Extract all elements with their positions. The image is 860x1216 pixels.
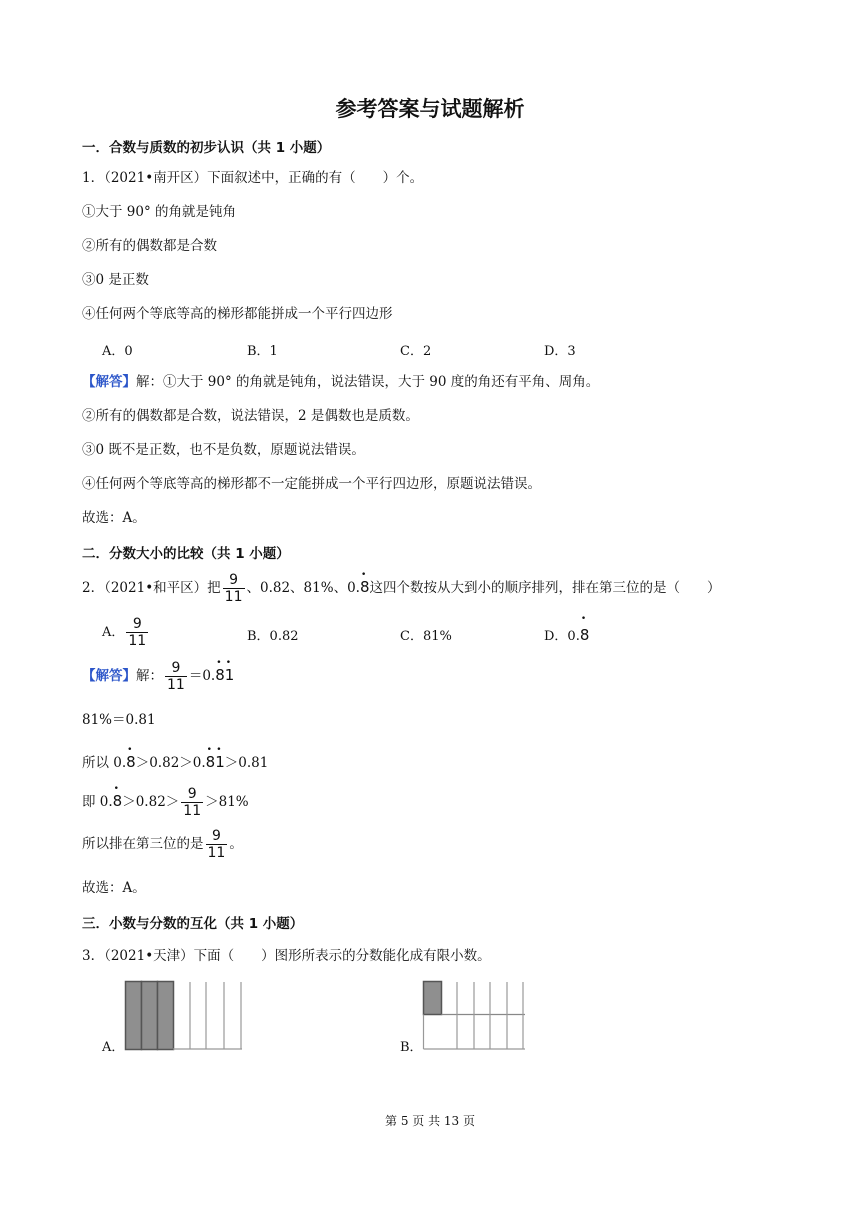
fraction-denominator: 11 (128, 633, 147, 649)
answer-text: 解： (136, 668, 163, 684)
answer-1-line-4: ④任何两个等底等高的梯形都不一定能拼成一个平行四边形，原题说法错误。 (82, 476, 541, 492)
q2-option-c: C．81% (400, 629, 452, 644)
fraction-denominator: 11 (207, 845, 226, 861)
q2-option-a (102, 616, 150, 649)
statement-1: ①大于 90° 的角就是钝角 (82, 204, 237, 220)
question-2 (82, 572, 721, 605)
shaded-cell (424, 982, 442, 1015)
option-a: A．0 (102, 344, 133, 359)
option-c: C．2 (400, 344, 432, 359)
section-2-heading: 二．分数大小的比较（共 1 小题） (82, 546, 290, 562)
answer-2-line-1 (82, 660, 234, 693)
answer-text: ＞0.82＞ (122, 794, 180, 810)
fraction-9-11 (165, 660, 187, 693)
option-label: D．0. (544, 629, 580, 644)
fraction-9-11 (126, 616, 148, 649)
question-3: 3．（2021•天津）下面（ ）图形所表示的分数能化成有限小数。 (82, 948, 491, 964)
fraction-numerator: 9 (223, 572, 245, 589)
repeating-digit: • 8 (113, 791, 123, 811)
figure-b-label: B． (400, 1040, 423, 1055)
repeating-digit: • 8 (215, 665, 225, 685)
repeating-digit: • 8 (126, 752, 136, 772)
answer-2-line-5 (82, 828, 243, 861)
fraction-numerator: 9 (126, 616, 148, 633)
figure-a-label: A． (102, 1040, 125, 1055)
q2-option-d (544, 625, 589, 644)
shaded-strip (158, 982, 174, 1050)
page-title: 参考答案与试题解析 (335, 97, 525, 121)
repeating-digit: • 8 (580, 626, 590, 644)
answer-2-line-3 (82, 752, 268, 773)
fraction-denominator: 11 (224, 589, 243, 605)
question-1: 1．（2021•南开区）下面叙述中，正确的有（ ）个。 (82, 170, 424, 186)
statement-3: ③0 是正数 (82, 272, 149, 288)
shaded-strip (126, 982, 142, 1050)
option-label: A． (102, 625, 125, 640)
section-1-heading: 一．合数与质数的初步认识（共 1 小题） (82, 140, 331, 156)
section-3-heading: 三．小数与分数的互化（共 1 小题） (82, 916, 304, 932)
q2-suffix: 这四个数按从大到小的顺序排列，排在第三位的是（ ） (369, 580, 721, 596)
answer-1-line-3: ③0 既不是正数，也不是负数，原题说法错误。 (82, 442, 365, 458)
fraction-numerator: 9 (181, 786, 203, 803)
answer-text: ＝0. (188, 668, 216, 684)
answer-text: 即 0. (82, 794, 113, 810)
q2-option-b: B．0.82 (247, 629, 299, 644)
repeating-digit: • 1 (215, 752, 225, 772)
fraction-denominator: 11 (167, 677, 185, 693)
statement-4: ④任何两个等底等高的梯形都能拼成一个平行四边形 (82, 306, 393, 322)
page-footer: 第 5 页 共 13 页 (385, 1114, 475, 1128)
answer-tag: 【解答】 (82, 374, 136, 390)
answer-text: 所以 0. (82, 755, 127, 771)
q2-prefix: 2．（2021•和平区）把 (82, 580, 221, 596)
answer-tag: 【解答】 (82, 668, 136, 684)
answer-1-line-2: ②所有的偶数都是合数，说法错误，2 是偶数也是质数。 (82, 408, 419, 424)
answer-2-line-4 (82, 786, 249, 819)
answer-text: ＞81% (205, 794, 249, 810)
fraction-denominator: 11 (183, 803, 202, 819)
shaded-strip (142, 982, 158, 1050)
answer-1-line-1 (82, 372, 599, 392)
repeating-digit: • 8 (206, 752, 216, 772)
figure-a-strips (124, 980, 246, 1052)
answer-2-choice: 故选：A。 (82, 880, 146, 896)
statement-2: ②所有的偶数都是合数 (82, 238, 217, 254)
fraction-9-11 (181, 786, 203, 819)
option-d: D．3 (544, 344, 576, 359)
answer-text: 解：①大于 90° 的角就是钝角，说法错误，大于 90 度的角还有平角、周角。 (136, 374, 600, 390)
fraction-numerator: 9 (165, 660, 187, 677)
answer-text: 。 (229, 836, 243, 852)
answer-text: ＞0.81 (224, 755, 269, 771)
answer-2-line-2: 81%＝0.81 (82, 712, 156, 728)
answer-1-choice: 故选：A。 (82, 510, 146, 526)
option-b: B．1 (247, 344, 278, 359)
answer-text: ＞0.82＞0. (135, 755, 206, 771)
q2-middle: 、0.82、81%、0. (246, 580, 360, 596)
fraction-numerator: 9 (206, 828, 228, 845)
answer-text: 所以排在第三位的是 (82, 836, 204, 852)
fraction-9-11 (206, 828, 228, 861)
fraction-9-11 (223, 572, 245, 605)
repeating-digit: • 1 (225, 665, 235, 685)
figure-b-grid (422, 980, 526, 1052)
repeating-digit: • 8 (360, 577, 370, 597)
